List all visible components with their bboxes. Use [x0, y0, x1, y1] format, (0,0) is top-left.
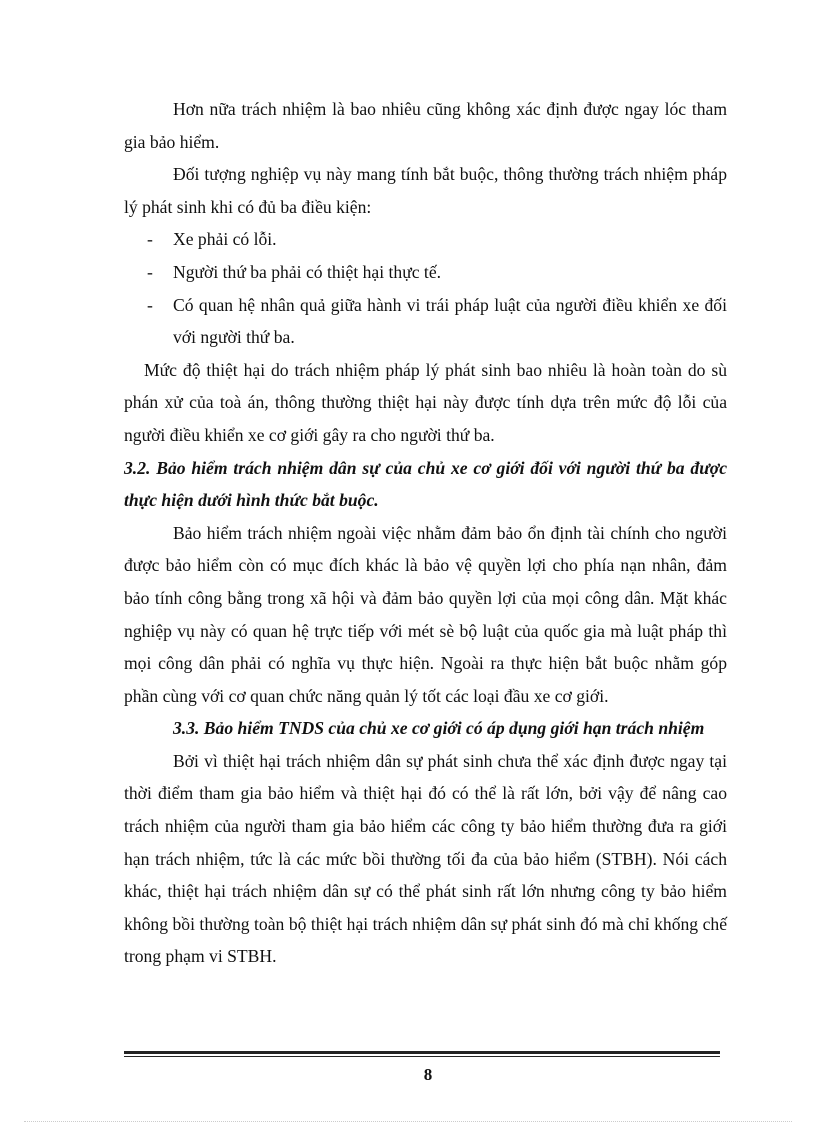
paragraph-1: Hơn nữa trách nhiệm là bao nhiêu cũng không xác định được ngay lóc tham gia bảo hiểm.	[124, 99, 727, 152]
list-dash: -	[147, 294, 153, 315]
list-dash: -	[147, 261, 153, 282]
heading-3-2: 3.2. Bảo hiểm trách nhiệm dân sự của chủ xe cơ giới đối với người thứ ba được thực hiện dưới hình thức bắt buộc.	[124, 457, 727, 511]
list-dash: -	[147, 229, 153, 250]
page-number: 8	[423, 1065, 433, 1084]
paragraph-5: Bởi vì thiệt hại trách nhiệm dân sự phát sinh chưa thể xác định được ngay tại thời điểm tham gia bảo hiểm và thiệt hại đó có thể là rất lớn, bởi vậy để nâng cao trách nhiệm của người tham gia bảo hiểm các công ty bảo hiểm thường đưa ra giới hạn trách nhiệm, tức là các mức bồi thường tối đa của bảo hiểm (STBH). Nói cách khác, thiệt hại trách nhiệm dân sự có thể phát sinh rất lớn nhưng công ty bảo hiểm không bồi thường toàn bộ thiệt hại trách nhiệm dân sự phát sinh đó mà chỉ khống chế trong phạm vi STBH.	[124, 750, 727, 967]
paragraph-4: Bảo hiểm trách nhiệm ngoài việc nhằm đảm bảo ổn định tài chính cho người được bảo hiểm còn có mục đích khác là bảo vệ quyền lợi cho phía nạn nhân, đảm bảo tính công bằng trong xã hội và đảm bảo quyền lợi của mọi công dân. Mặt khác nghiệp vụ này có quan hệ trực tiếp với mét sè bộ luật của quốc gia mà luật pháp thì mọi công dân phải có nghĩa vụ thực hiện. Ngoài ra thực hiện bắt buộc nhằm góp phần cùng với cơ quan chức năng quản lý tốt các loại đầu xe cơ giới.	[124, 522, 727, 706]
paragraph-3: Mức độ thiệt hại do trách nhiệm pháp lý phát sinh bao nhiêu là hoàn toàn do sù phán xử của toà án, thông thường thiệt hại này được tính dựa trên mức độ lỗi của người điều khiển xe cơ giới gây ra cho người thứ ba.	[124, 359, 727, 445]
paragraph-2: Đối tượng nghiệp vụ này mang tính bắt buộc, thông thường trách nhiệm pháp lý phát sinh khi có đủ ba điều kiện:	[124, 164, 727, 217]
body-text	[124, 93, 727, 973]
conditions-list	[124, 223, 727, 353]
list-item: - Người thứ ba phải có thiệt hại thực tế.	[124, 256, 727, 289]
list-item: - Có quan hệ nhân quả giữa hành vi trái pháp luật của người điều khiển xe đối với người thứ ba.	[124, 289, 727, 354]
heading-3-3: 3.3. Bảo hiểm TNDS của chủ xe cơ giới có áp dụng giới hạn trách nhiệm	[173, 718, 705, 739]
footer-rule-thick	[124, 1051, 720, 1054]
list-item: - Xe phải có lỗi.	[124, 223, 727, 256]
footer-rule-thin	[124, 1056, 720, 1057]
page-bottom-border	[24, 1121, 792, 1122]
